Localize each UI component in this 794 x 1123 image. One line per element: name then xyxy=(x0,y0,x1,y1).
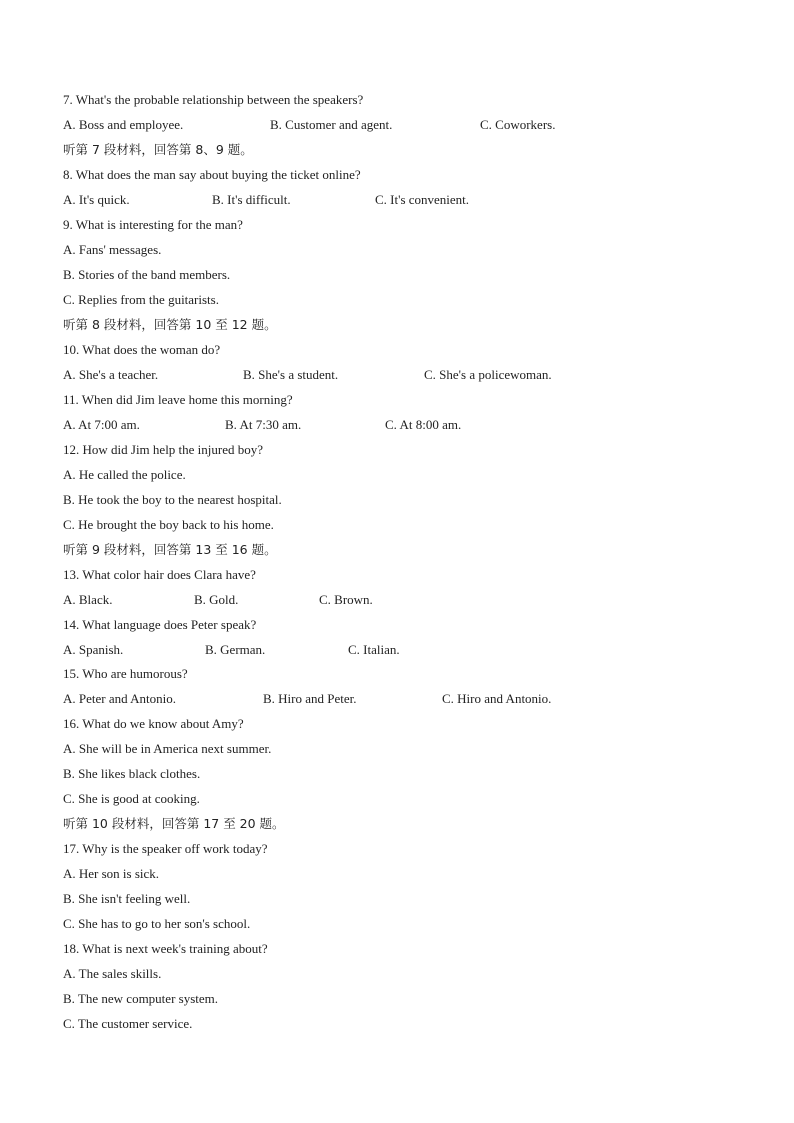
option-a: A. At 7:00 am. xyxy=(63,417,140,432)
option-b: B. Gold. xyxy=(194,592,239,607)
option-c: C. It's convenient. xyxy=(375,192,470,207)
option-b: B. German. xyxy=(205,642,266,657)
question-8-stem: 8. What does the man say about buying the ticket online? xyxy=(63,167,361,182)
question-16-option-c: C. She is good at cooking. xyxy=(63,791,200,806)
option-c: C. Coworkers. xyxy=(480,117,556,132)
option-c: C. She's a policewoman. xyxy=(424,367,552,382)
question-9-option-c: C. Replies from the guitarists. xyxy=(63,292,219,307)
question-18-option-a: A. The sales skills. xyxy=(63,966,162,981)
option-a: A. Black. xyxy=(63,592,113,607)
section-heading-7: 听第 7 段材料，回答第 8、9 题。 xyxy=(63,142,253,157)
question-17-stem: 17. Why is the speaker off work today? xyxy=(63,841,268,856)
question-13-stem: 13. What color hair does Clara have? xyxy=(63,567,256,582)
question-12-option-a: A. He called the police. xyxy=(63,467,186,482)
question-14-stem: 14. What language does Peter speak? xyxy=(63,617,257,632)
question-12-stem: 12. How did Jim help the injured boy? xyxy=(63,442,264,457)
option-c: C. At 8:00 am. xyxy=(385,417,462,432)
question-16-stem: 16. What do we know about Amy? xyxy=(63,716,244,731)
question-18-option-b: B. The new computer system. xyxy=(63,991,219,1006)
question-15-stem: 15. Who are humorous? xyxy=(63,666,188,681)
question-17-option-b: B. She isn't feeling well. xyxy=(63,891,191,906)
question-18-option-c: C. The customer service. xyxy=(63,1016,193,1031)
option-b: B. At 7:30 am. xyxy=(225,417,302,432)
question-16-option-a: A. She will be in America next summer. xyxy=(63,741,272,756)
question-10-stem: 10. What does the woman do? xyxy=(63,342,221,357)
question-12-option-c: C. He brought the boy back to his home. xyxy=(63,517,274,532)
option-b: B. It's difficult. xyxy=(212,192,291,207)
question-17-option-c: C. She has to go to her son's school. xyxy=(63,916,251,931)
option-c: C. Hiro and Antonio. xyxy=(442,691,552,706)
question-9-stem: 9. What is interesting for the man? xyxy=(63,217,243,232)
question-7-stem: 7. What's the probable relationship between the speakers? xyxy=(63,92,364,107)
option-b: B. She's a student. xyxy=(243,367,339,382)
question-11-stem: 11. When did Jim leave home this morning? xyxy=(63,392,293,407)
option-c: C. Italian. xyxy=(348,642,400,657)
option-b: B. Hiro and Peter. xyxy=(263,691,357,706)
question-17-option-a: A. Her son is sick. xyxy=(63,866,160,881)
option-a: A. Spanish. xyxy=(63,642,124,657)
section-heading-10: 听第 10 段材料，回答第 17 至 20 题。 xyxy=(63,816,285,831)
question-12-option-b: B. He took the boy to the nearest hospital. xyxy=(63,492,282,507)
question-18-stem: 18. What is next week's training about? xyxy=(63,941,268,956)
question-9-option-b: B. Stories of the band members. xyxy=(63,267,231,282)
section-heading-9: 听第 9 段材料，回答第 13 至 16 题。 xyxy=(63,542,277,557)
question-9-option-a: A. Fans' messages. xyxy=(63,242,162,257)
option-c: C. Brown. xyxy=(319,592,373,607)
option-b: B. Customer and agent. xyxy=(270,117,393,132)
option-a: A. She's a teacher. xyxy=(63,367,159,382)
option-a: A. It's quick. xyxy=(63,192,130,207)
section-heading-8: 听第 8 段材料，回答第 10 至 12 题。 xyxy=(63,317,277,332)
question-16-option-b: B. She likes black clothes. xyxy=(63,766,201,781)
option-a: A. Boss and employee. xyxy=(63,117,184,132)
option-a: A. Peter and Antonio. xyxy=(63,691,177,706)
